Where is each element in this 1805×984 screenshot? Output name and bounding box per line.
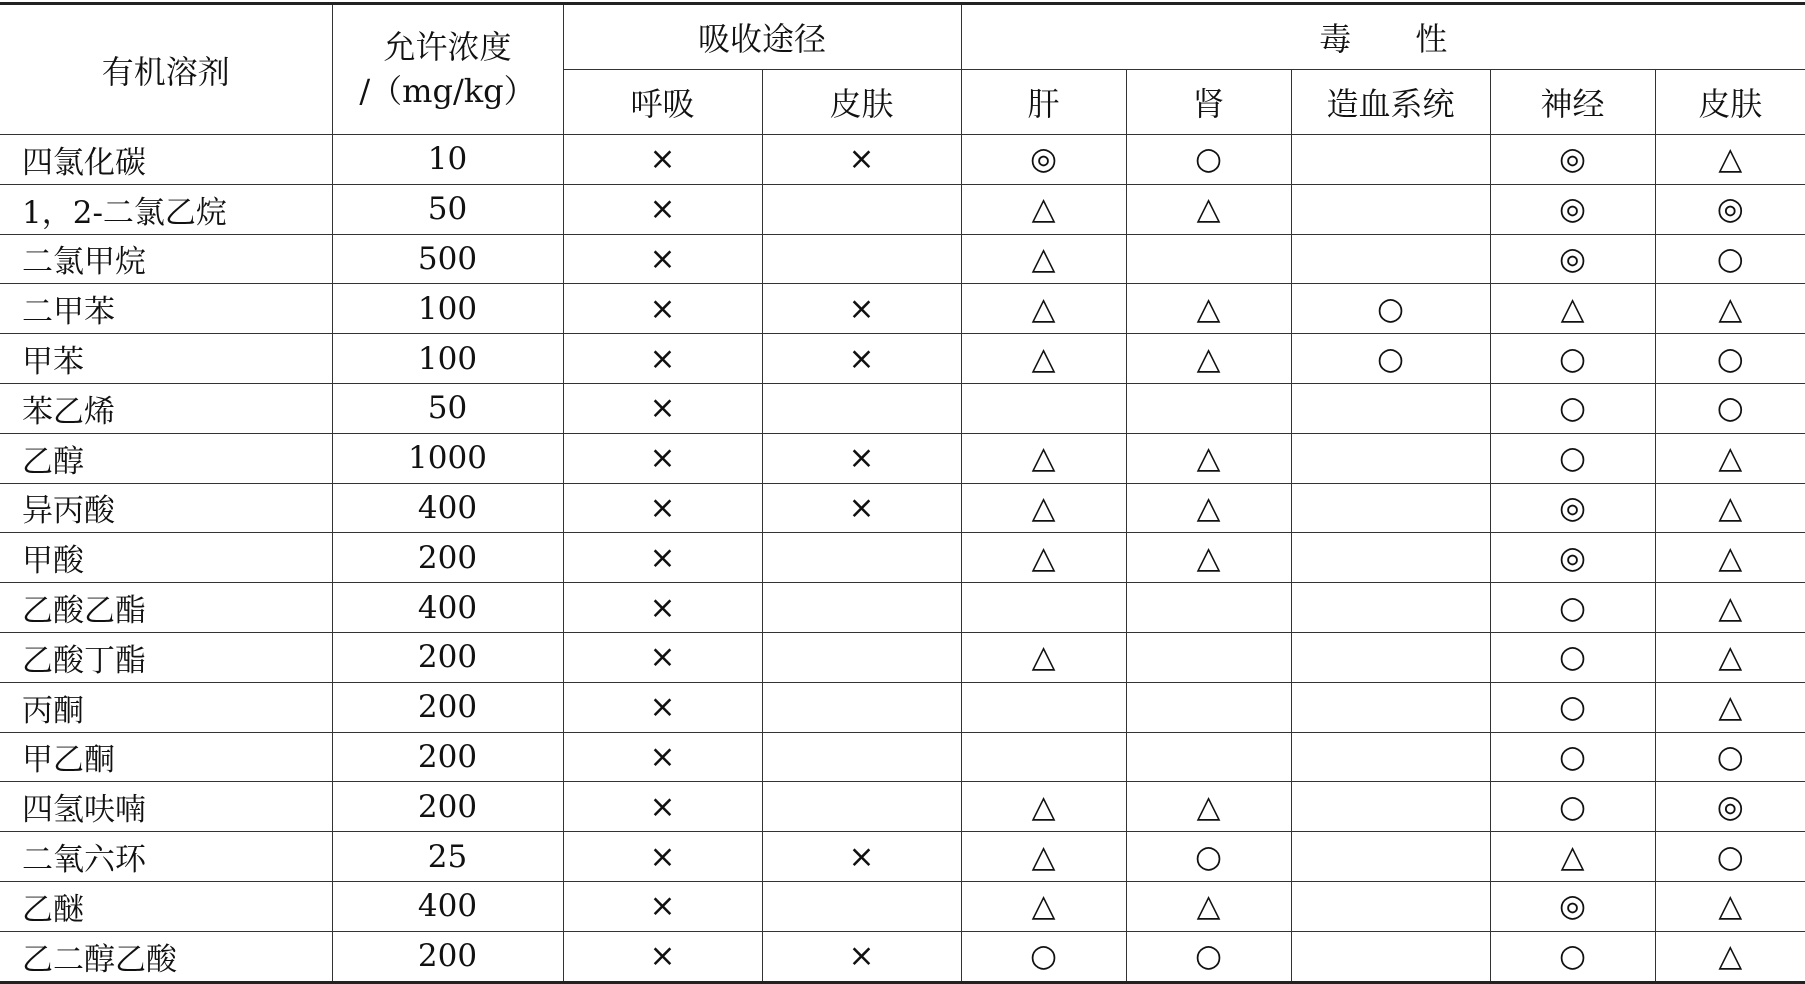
cell-toxicity-skin: △: [1655, 284, 1805, 334]
cell-toxicity-liver: △: [961, 832, 1126, 882]
table-row: [0, 632, 1805, 682]
cell-toxicity-blood-system: [1291, 881, 1490, 931]
cell-toxicity-skin: ◎: [1655, 782, 1805, 832]
cell-absorption-respiration: ×: [563, 383, 762, 433]
cell-toxicity-kidney: [1126, 732, 1291, 782]
cell-toxicity-kidney: △: [1126, 533, 1291, 583]
cell-toxicity-nerve: ○: [1490, 433, 1655, 483]
cell-concentration: 500: [332, 234, 563, 284]
cell-concentration: 200: [332, 682, 563, 732]
cell-solvent-name: 四氢呋喃: [0, 782, 332, 832]
cell-absorption-skin: ×: [762, 135, 961, 185]
cell-toxicity-blood-system: [1291, 832, 1490, 882]
cell-toxicity-liver: ○: [961, 931, 1126, 982]
header-concentration: [332, 4, 563, 135]
cell-toxicity-skin: △: [1655, 135, 1805, 185]
cell-concentration: 1000: [332, 433, 563, 483]
cell-concentration: 50: [332, 184, 563, 234]
cell-toxicity-nerve: ◎: [1490, 135, 1655, 185]
cell-toxicity-nerve: ○: [1490, 632, 1655, 682]
header-toxicity-liver: 肝: [961, 70, 1126, 135]
cell-toxicity-skin: △: [1655, 533, 1805, 583]
cell-absorption-respiration: ×: [563, 682, 762, 732]
cell-concentration: 400: [332, 583, 563, 633]
cell-absorption-respiration: ×: [563, 583, 762, 633]
cell-absorption-skin: [762, 732, 961, 782]
cell-absorption-skin: ×: [762, 931, 961, 982]
cell-solvent-name: 四氯化碳: [0, 135, 332, 185]
cell-toxicity-skin: △: [1655, 433, 1805, 483]
cell-toxicity-blood-system: [1291, 682, 1490, 732]
cell-absorption-respiration: ×: [563, 533, 762, 583]
cell-absorption-skin: [762, 682, 961, 732]
cell-absorption-respiration: ×: [563, 433, 762, 483]
table-row: [0, 184, 1805, 234]
cell-toxicity-nerve: ○: [1490, 583, 1655, 633]
cell-toxicity-kidney: ○: [1126, 832, 1291, 882]
header-absorption-respiration: 呼吸: [563, 70, 762, 135]
cell-toxicity-blood-system: ○: [1291, 284, 1490, 334]
cell-toxicity-nerve: ○: [1490, 931, 1655, 982]
cell-toxicity-nerve: △: [1490, 832, 1655, 882]
cell-toxicity-kidney: [1126, 383, 1291, 433]
cell-solvent-name: 丙酮: [0, 682, 332, 732]
cell-toxicity-nerve: ◎: [1490, 881, 1655, 931]
cell-toxicity-kidney: △: [1126, 284, 1291, 334]
table-row: [0, 284, 1805, 334]
cell-toxicity-nerve: ○: [1490, 782, 1655, 832]
cell-toxicity-blood-system: [1291, 383, 1490, 433]
cell-absorption-skin: ×: [762, 433, 961, 483]
cell-toxicity-kidney: △: [1126, 184, 1291, 234]
cell-toxicity-blood-system: ○: [1291, 334, 1490, 384]
cell-toxicity-kidney: [1126, 583, 1291, 633]
table-row: [0, 583, 1805, 633]
cell-toxicity-liver: [961, 383, 1126, 433]
cell-absorption-respiration: ×: [563, 334, 762, 384]
cell-toxicity-liver: △: [961, 334, 1126, 384]
header-toxicity-kidney: 肾: [1126, 70, 1291, 135]
cell-toxicity-skin: ○: [1655, 832, 1805, 882]
cell-toxicity-blood-system: [1291, 483, 1490, 533]
cell-toxicity-skin: △: [1655, 881, 1805, 931]
cell-concentration: 200: [332, 732, 563, 782]
cell-absorption-respiration: ×: [563, 234, 762, 284]
header-absorption-skin: 皮肤: [762, 70, 961, 135]
cell-toxicity-skin: △: [1655, 682, 1805, 732]
cell-absorption-respiration: ×: [563, 931, 762, 982]
cell-absorption-skin: [762, 881, 961, 931]
cell-absorption-skin: [762, 632, 961, 682]
cell-toxicity-liver: △: [961, 234, 1126, 284]
cell-absorption-skin: [762, 533, 961, 583]
cell-toxicity-liver: [961, 732, 1126, 782]
cell-solvent-name: 乙二醇乙酸: [0, 931, 332, 982]
cell-toxicity-kidney: △: [1126, 334, 1291, 384]
table-row: [0, 334, 1805, 384]
cell-absorption-skin: ×: [762, 832, 961, 882]
cell-solvent-name: 1，2-二氯乙烷: [0, 184, 332, 234]
cell-absorption-skin: [762, 583, 961, 633]
cell-absorption-respiration: ×: [563, 483, 762, 533]
cell-toxicity-nerve: ◎: [1490, 533, 1655, 583]
cell-toxicity-blood-system: [1291, 583, 1490, 633]
cell-toxicity-blood-system: [1291, 732, 1490, 782]
cell-toxicity-skin: ○: [1655, 383, 1805, 433]
cell-solvent-name: 苯乙烯: [0, 383, 332, 433]
header-toxicity-blood-system: 造血系统: [1291, 70, 1490, 135]
header-absorption-group: 吸收途径: [563, 4, 961, 70]
cell-absorption-respiration: ×: [563, 732, 762, 782]
cell-concentration: 400: [332, 881, 563, 931]
cell-toxicity-liver: △: [961, 433, 1126, 483]
cell-toxicity-skin: △: [1655, 583, 1805, 633]
cell-concentration: 200: [332, 533, 563, 583]
cell-toxicity-skin: △: [1655, 483, 1805, 533]
cell-toxicity-skin: △: [1655, 931, 1805, 982]
cell-toxicity-nerve: ○: [1490, 682, 1655, 732]
cell-absorption-skin: ×: [762, 334, 961, 384]
header-toxicity-group: 毒 性: [961, 4, 1805, 70]
cell-concentration: 100: [332, 334, 563, 384]
cell-absorption-skin: [762, 383, 961, 433]
cell-absorption-skin: [762, 782, 961, 832]
cell-toxicity-kidney: [1126, 682, 1291, 732]
cell-absorption-respiration: ×: [563, 184, 762, 234]
cell-toxicity-kidney: ○: [1126, 135, 1291, 185]
table-row: [0, 483, 1805, 533]
cell-solvent-name: 乙醇: [0, 433, 332, 483]
cell-toxicity-kidney: △: [1126, 483, 1291, 533]
table-row: [0, 433, 1805, 483]
header-concentration-line2: /（mg/kg）: [359, 71, 536, 110]
cell-toxicity-kidney: [1126, 632, 1291, 682]
cell-concentration: 200: [332, 782, 563, 832]
cell-toxicity-blood-system: [1291, 234, 1490, 284]
cell-absorption-skin: ×: [762, 483, 961, 533]
table-row: [0, 881, 1805, 931]
cell-concentration: 50: [332, 383, 563, 433]
cell-toxicity-blood-system: [1291, 782, 1490, 832]
cell-toxicity-liver: △: [961, 483, 1126, 533]
cell-toxicity-liver: [961, 583, 1126, 633]
table-row: [0, 832, 1805, 882]
cell-toxicity-nerve: ◎: [1490, 184, 1655, 234]
cell-concentration: 400: [332, 483, 563, 533]
header-concentration-line1: 允许浓度: [383, 28, 512, 67]
cell-solvent-name: 甲酸: [0, 533, 332, 583]
cell-concentration: 200: [332, 632, 563, 682]
cell-absorption-skin: [762, 184, 961, 234]
table-row: [0, 234, 1805, 284]
cell-concentration: 10: [332, 135, 563, 185]
cell-toxicity-nerve: ○: [1490, 732, 1655, 782]
cell-toxicity-liver: △: [961, 782, 1126, 832]
cell-toxicity-skin: ○: [1655, 334, 1805, 384]
cell-toxicity-liver: △: [961, 881, 1126, 931]
cell-toxicity-nerve: △: [1490, 284, 1655, 334]
cell-solvent-name: 乙醚: [0, 881, 332, 931]
cell-toxicity-skin: ○: [1655, 732, 1805, 782]
table-body: [0, 135, 1805, 983]
cell-solvent-name: 甲苯: [0, 334, 332, 384]
cell-concentration: 25: [332, 832, 563, 882]
cell-toxicity-skin: △: [1655, 632, 1805, 682]
cell-toxicity-liver: △: [961, 284, 1126, 334]
table-row: [0, 135, 1805, 185]
cell-absorption-skin: [762, 234, 961, 284]
solvent-table-container: [0, 2, 1805, 984]
header-toxicity-skin: 皮肤: [1655, 70, 1805, 135]
cell-toxicity-nerve: ◎: [1490, 483, 1655, 533]
cell-solvent-name: 二氯甲烷: [0, 234, 332, 284]
cell-toxicity-kidney: ○: [1126, 931, 1291, 982]
table-row: [0, 533, 1805, 583]
cell-toxicity-liver: △: [961, 184, 1126, 234]
cell-absorption-respiration: ×: [563, 832, 762, 882]
cell-absorption-respiration: ×: [563, 135, 762, 185]
cell-toxicity-blood-system: [1291, 184, 1490, 234]
cell-toxicity-liver: △: [961, 632, 1126, 682]
cell-solvent-name: 乙酸乙酯: [0, 583, 332, 633]
cell-solvent-name: 乙酸丁酯: [0, 632, 332, 682]
header-toxicity-nerve: 神经: [1490, 70, 1655, 135]
table-row: [0, 931, 1805, 982]
cell-toxicity-nerve: ○: [1490, 383, 1655, 433]
cell-toxicity-nerve: ◎: [1490, 234, 1655, 284]
cell-absorption-respiration: ×: [563, 881, 762, 931]
cell-solvent-name: 二甲苯: [0, 284, 332, 334]
cell-toxicity-blood-system: [1291, 632, 1490, 682]
cell-toxicity-skin: ○: [1655, 234, 1805, 284]
cell-toxicity-kidney: △: [1126, 782, 1291, 832]
cell-absorption-respiration: ×: [563, 284, 762, 334]
cell-toxicity-liver: △: [961, 533, 1126, 583]
cell-toxicity-blood-system: [1291, 433, 1490, 483]
cell-toxicity-skin: ◎: [1655, 184, 1805, 234]
cell-solvent-name: 甲乙酮: [0, 732, 332, 782]
cell-absorption-respiration: ×: [563, 782, 762, 832]
cell-toxicity-kidney: △: [1126, 881, 1291, 931]
header-solvent: 有机溶剂: [0, 4, 332, 135]
cell-toxicity-liver: ◎: [961, 135, 1126, 185]
cell-toxicity-liver: [961, 682, 1126, 732]
cell-concentration: 200: [332, 931, 563, 982]
cell-toxicity-blood-system: [1291, 533, 1490, 583]
table-row: [0, 732, 1805, 782]
table-row: [0, 383, 1805, 433]
cell-toxicity-kidney: [1126, 234, 1291, 284]
cell-toxicity-blood-system: [1291, 931, 1490, 982]
cell-solvent-name: 二氧六环: [0, 832, 332, 882]
cell-toxicity-nerve: ○: [1490, 334, 1655, 384]
cell-absorption-skin: ×: [762, 284, 961, 334]
table-row: [0, 682, 1805, 732]
cell-absorption-respiration: ×: [563, 632, 762, 682]
cell-concentration: 100: [332, 284, 563, 334]
table-row: [0, 782, 1805, 832]
cell-toxicity-blood-system: [1291, 135, 1490, 185]
cell-toxicity-kidney: △: [1126, 433, 1291, 483]
cell-solvent-name: 异丙酸: [0, 483, 332, 533]
solvent-toxicity-table: [0, 2, 1805, 984]
